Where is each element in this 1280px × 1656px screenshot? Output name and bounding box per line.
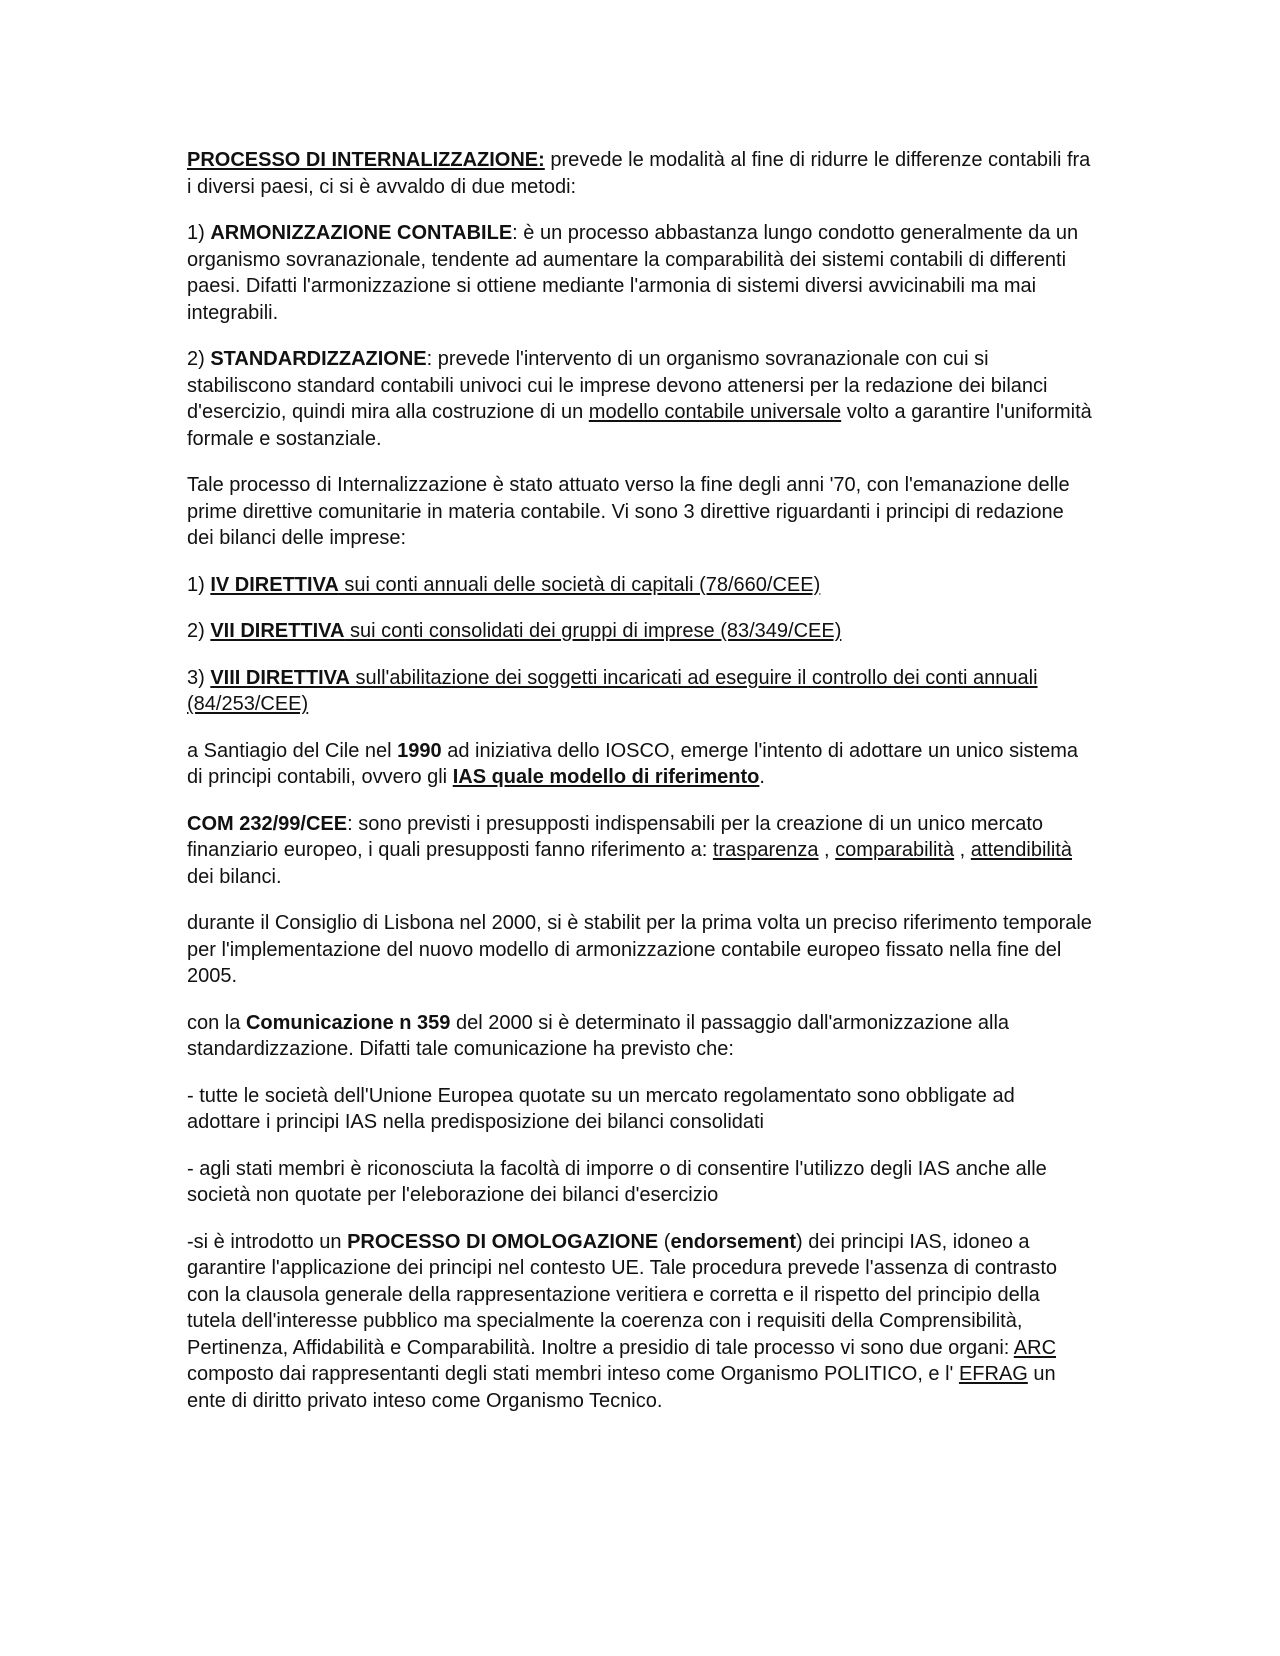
paragraph-iv-direttiva	[187, 572, 1093, 599]
text-run: endorsement	[670, 1230, 797, 1253]
text-run: modello contabile universale	[588, 401, 842, 423]
paragraph-lisbona-2000	[187, 910, 1093, 990]
text-run: IV DIRETTIVA	[210, 573, 339, 596]
text-run: a Santiagio del Cile nel	[187, 739, 398, 762]
text-run: Comunicazione n 359	[245, 1011, 451, 1034]
text-run: composto dai rappresentanti degli stati membri inteso come Organismo POLITICO, e l'	[187, 1363, 959, 1385]
text-run: VII DIRETTIVA	[210, 620, 345, 642]
text-run: EFRAG	[958, 1363, 1028, 1385]
document-body	[187, 147, 1093, 1434]
text-run: VIII DIRETTIVA	[210, 666, 350, 689]
text-run: sull'abilitazione dei soggetti incaricati ad eseguire il controllo dei conti annuali (84/253/CEE)	[187, 666, 1038, 715]
text-run: durante il Consiglio di Lisbona nel 2000, si è stabilit per la prima volta un preciso riferimento temporale per l'implementazione del nuovo modello di armonizzazione contabile europeo fissato nella fine del 2005.	[187, 912, 1092, 987]
text-run: volto a garantire l'uniformità formale e sostanziale.	[187, 401, 1092, 450]
text-run: prevede le modalità al fine di ridurre le differenze contabili fra i diversi paesi, ci si è avvaldo di due metodi:	[187, 149, 1091, 198]
text-run: PROCESSO DI INTERNALIZZAZIONE:	[187, 149, 545, 171]
text-run: - tutte le società dell'Unione Europea quotate su un mercato regolamentato sono obbligate ad adottare i principi IAS nella predisposizione dei bilanci consolidati	[187, 1084, 1015, 1133]
text-run: Tale processo di Internalizzazione è stato attuato verso la fine degli anni '70, con l'emanazione delle prime direttive comunitarie in materia contabile. Vi sono 3 direttive riguardanti i principi di redazione dei bilanci delle imprese:	[187, 474, 1070, 549]
text-run: ,	[818, 839, 836, 861]
text-run: 1990	[397, 739, 442, 762]
text-run: attendibilità	[970, 839, 1072, 861]
text-run: con la	[187, 1011, 246, 1034]
text-run: 2)	[187, 348, 211, 370]
text-run: dei bilanci.	[187, 865, 282, 888]
text-run: : sono previsti i presupposti indispensabili per la creazione di un unico mercato finanziario europeo, i quali presupposti fanno riferimento a:	[187, 812, 1044, 861]
text-run: (	[658, 1230, 671, 1253]
text-run: COM 232/99/CEE	[187, 812, 348, 835]
text-run: : prevede l'intervento di un organismo sovranazionale con cui si stabiliscono standard contabili univoci cui le imprese devono attenersi per la redazione dei bilanci d'esercizio, quindi mira alla costruzione di un	[187, 348, 1048, 423]
paragraph-santiago-1990	[187, 738, 1093, 791]
text-run: PROCESSO DI OMOLOGAZIONE	[347, 1230, 659, 1253]
text-run: un ente di diritto privato inteso come Organismo Tecnico.	[187, 1363, 1056, 1412]
paragraph-standardizzazione	[187, 346, 1093, 452]
text-run: ) dei principi IAS, idoneo a garantire l'applicazione dei principi nel contesto UE. Tale procedura prevede l'assenza di contrasto con la clausola generale della rappresentazione veritiera e corretta e il rispetto del principio della tutela dell'interesse pubblico ma specialmente la coerenza con i requisiti della Comprensibilità, Pertinenza, Affidabilità e Comparabilità. Inoltre a presidio di tale processo vi sono due organi:	[187, 1230, 1057, 1359]
paragraph-punto-stati-membri	[187, 1156, 1093, 1209]
paragraph-viii-direttiva	[187, 665, 1093, 718]
paragraph-intro	[187, 147, 1093, 200]
text-run: 1)	[187, 573, 211, 596]
text-run: .	[759, 766, 765, 788]
paragraph-punto-omologazione	[187, 1229, 1093, 1415]
text-run: sui conti consolidati dei gruppi di imprese (83/349/CEE)	[344, 620, 842, 642]
text-run: -si è introdotto un	[187, 1230, 348, 1253]
text-run: 2)	[187, 620, 211, 642]
text-run: sui conti annuali delle società di capitali (78/660/CEE)	[338, 573, 821, 596]
text-run: ad iniziativa dello IOSCO, emerge l'intento di adottare un unico sistema di principi contabili, ovvero gli	[187, 739, 1079, 788]
text-run: STANDARDIZZAZIONE	[210, 348, 427, 370]
text-run: 1)	[187, 222, 211, 244]
text-run: - agli stati membri è riconosciuta la facoltà di imporre o di consentire l'utilizzo degli IAS anche alle società non quotate per l'eleborazione dei bilanci d'esercizio	[187, 1157, 1047, 1206]
paragraph-processo-anni-70	[187, 472, 1093, 552]
text-run: del 2000 si è determinato il passaggio dall'armonizzazione alla standardizzazione. Difatti tale comunicazione ha previsto che:	[187, 1011, 1010, 1060]
text-run: ,	[954, 839, 971, 861]
paragraph-vii-direttiva	[187, 618, 1093, 645]
text-run: ARMONIZZAZIONE CONTABILE	[210, 222, 513, 244]
text-run: comparabilità	[835, 839, 955, 861]
paragraph-punto-quotate	[187, 1083, 1093, 1136]
paragraph-comunicazione-359	[187, 1010, 1093, 1063]
text-run: IAS quale modello di riferimento	[452, 766, 760, 788]
paragraph-com-232	[187, 811, 1093, 891]
text-run: : è un processo abbastanza lungo condotto generalmente da un organismo sovranazionale, tendente ad aumentare la comparabilità dei sistemi contabili di differenti paesi. Difatti l'armonizzazione si ottiene mediante l'armonia di sistemi diversi avvicinabili ma mai integrabili.	[187, 222, 1079, 324]
text-run: 3)	[187, 666, 211, 689]
text-run: trasparenza	[712, 839, 819, 861]
paragraph-armonizzazione	[187, 220, 1093, 326]
text-run: ARC	[1013, 1336, 1057, 1359]
